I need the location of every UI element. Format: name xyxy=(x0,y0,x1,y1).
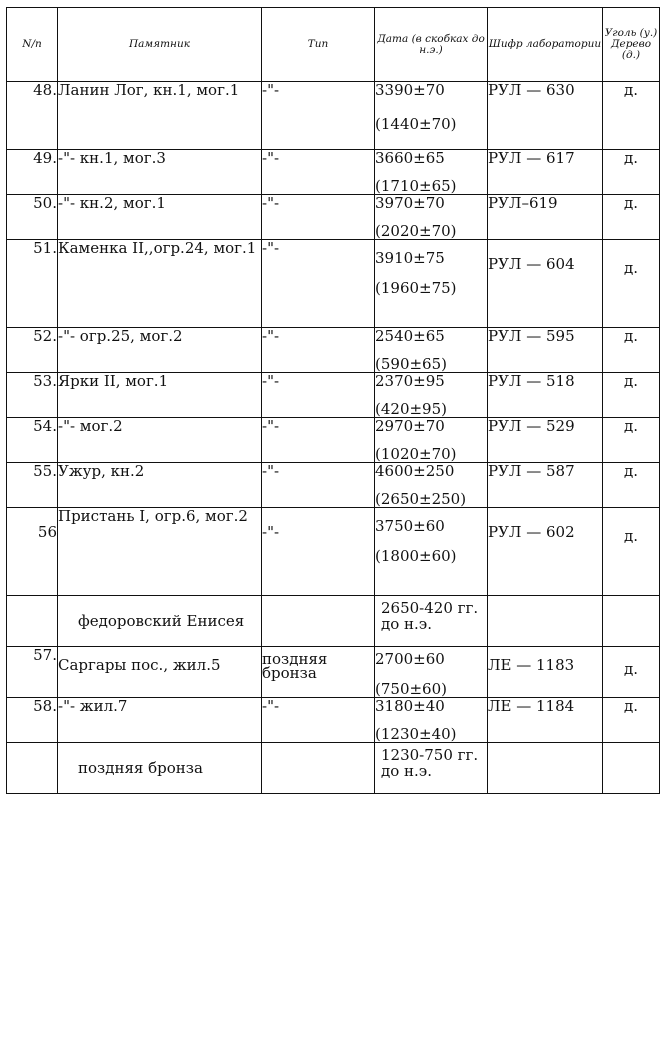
row-lab: РУЛ–619 xyxy=(488,195,603,240)
row-date xyxy=(375,418,488,463)
row-num: 57. xyxy=(7,647,58,698)
row-site: -"- жил.7 xyxy=(58,698,262,743)
row-num: 55. xyxy=(7,463,58,508)
row-num: 49. xyxy=(7,150,58,195)
row-lab: РУЛ — 602 xyxy=(488,508,603,596)
date-bp: 3750±60 xyxy=(375,517,445,535)
row-lab: РУЛ — 587 xyxy=(488,463,603,508)
row-date xyxy=(375,373,488,418)
table-row xyxy=(7,698,660,743)
date-bc: (420±95) xyxy=(375,400,447,418)
row-site: -"- кн.2, мог.1 xyxy=(58,195,262,240)
table-row xyxy=(7,195,660,240)
period-row xyxy=(7,596,660,647)
row-lab-empty xyxy=(488,743,603,794)
date-bp: 3180±40 xyxy=(375,697,445,715)
header-row xyxy=(7,8,660,82)
row-type: -"- xyxy=(262,82,375,150)
row-material-empty xyxy=(603,743,660,794)
header-lab: Шифр лаборатории xyxy=(488,8,603,82)
row-material: д. xyxy=(603,647,660,698)
date-bp: 2370±95 xyxy=(375,372,445,390)
row-date xyxy=(375,195,488,240)
row-type: -"- xyxy=(262,195,375,240)
date-bp: 2970±70 xyxy=(375,417,445,435)
date-bc: (590±65) xyxy=(375,355,447,373)
row-lab: РУЛ — 518 xyxy=(488,373,603,418)
radiocarbon-table xyxy=(6,7,660,794)
row-site: Ланин Лог, кн.1, мог.1 xyxy=(58,82,262,150)
row-site: Ужур, кн.2 xyxy=(58,463,262,508)
row-material: д. xyxy=(603,328,660,373)
date-bp: 3910±75 xyxy=(375,249,445,267)
row-lab: ЛЕ — 1184 xyxy=(488,698,603,743)
row-date xyxy=(375,698,488,743)
date-bc: (1960±75) xyxy=(375,279,457,297)
row-num-empty xyxy=(7,743,58,794)
row-material: д. xyxy=(603,698,660,743)
row-num: 54. xyxy=(7,418,58,463)
row-lab: РУЛ — 529 xyxy=(488,418,603,463)
table-row xyxy=(7,150,660,195)
row-num-empty xyxy=(7,596,58,647)
row-num: 48. xyxy=(7,82,58,150)
date-bc: (1230±40) xyxy=(375,725,457,743)
table-row xyxy=(7,463,660,508)
row-site: Пристань I, огр.6, мог.2 xyxy=(58,508,262,596)
header-type: Тип xyxy=(262,8,375,82)
date-bp: 4600±250 xyxy=(375,462,455,480)
date-bc: (750±60) xyxy=(375,680,447,698)
row-material: д. xyxy=(603,373,660,418)
row-site: Каменка II,,огр.24, мог.1 xyxy=(58,240,262,328)
header-date: Дата (в скобках до н.э.) xyxy=(375,8,488,82)
row-type: -"- xyxy=(262,418,375,463)
table-row xyxy=(7,647,660,698)
row-lab: ЛЕ — 1183 xyxy=(488,647,603,698)
row-material: д. xyxy=(603,195,660,240)
date-bp: 2540±65 xyxy=(375,327,445,345)
row-type-empty xyxy=(262,743,375,794)
table-row xyxy=(7,328,660,373)
row-material: д. xyxy=(603,508,660,596)
row-lab: РУЛ — 617 xyxy=(488,150,603,195)
table-row xyxy=(7,508,660,596)
header-num: N/n xyxy=(7,8,58,82)
period-range: 1230-750 гг. до н.э. xyxy=(375,743,488,794)
period-name: федоровский Енисея xyxy=(58,596,262,647)
row-site: Ярки II, мог.1 xyxy=(58,373,262,418)
period-name: поздняя бронза xyxy=(58,743,262,794)
table-row xyxy=(7,418,660,463)
row-site: -"- мог.2 xyxy=(58,418,262,463)
period-range: 2650-420 гг. до н.э. xyxy=(375,596,488,647)
row-num: 50. xyxy=(7,195,58,240)
row-type-empty xyxy=(262,596,375,647)
row-material: д. xyxy=(603,240,660,328)
row-type: -"- xyxy=(262,463,375,508)
date-bc: (2650±250) xyxy=(375,490,467,508)
row-date xyxy=(375,647,488,698)
row-date xyxy=(375,150,488,195)
date-bp: 3660±65 xyxy=(375,149,445,167)
table-row xyxy=(7,373,660,418)
header-material: Уголь (у.) Дерево (д.) xyxy=(603,8,660,82)
period-row xyxy=(7,743,660,794)
row-num: 52. xyxy=(7,328,58,373)
row-site: -"- огр.25, мог.2 xyxy=(58,328,262,373)
row-lab-empty xyxy=(488,596,603,647)
row-type: поздняя бронза xyxy=(262,647,375,698)
date-bc: (1710±65) xyxy=(375,177,457,195)
row-date xyxy=(375,463,488,508)
row-material: д. xyxy=(603,150,660,195)
date-bp: 3970±70 xyxy=(375,194,445,212)
row-num: 58. xyxy=(7,698,58,743)
row-lab: РУЛ — 595 xyxy=(488,328,603,373)
date-bc: (1800±60) xyxy=(375,547,457,565)
row-type: -"- xyxy=(262,240,375,328)
row-type: -"- xyxy=(262,328,375,373)
date-bc: (1020±70) xyxy=(375,445,457,463)
row-date xyxy=(375,328,488,373)
row-material: д. xyxy=(603,82,660,150)
row-num: 53. xyxy=(7,373,58,418)
table-row xyxy=(7,82,660,150)
header-site: Памятник xyxy=(58,8,262,82)
row-num: 51. xyxy=(7,240,58,328)
row-type: -"- xyxy=(262,150,375,195)
date-bp: 3390±70 xyxy=(375,81,445,99)
row-lab: РУЛ — 630 xyxy=(488,82,603,150)
row-material: д. xyxy=(603,463,660,508)
row-date xyxy=(375,240,488,328)
date-bc: (1440±70) xyxy=(375,115,457,133)
row-site: -"- кн.1, мог.3 xyxy=(58,150,262,195)
table-row xyxy=(7,240,660,328)
row-type: -"- xyxy=(262,698,375,743)
row-lab: РУЛ — 604 xyxy=(488,240,603,328)
row-type: -"- xyxy=(262,508,375,596)
row-type: -"- xyxy=(262,373,375,418)
row-date xyxy=(375,82,488,150)
date-bc: (2020±70) xyxy=(375,222,457,240)
row-material-empty xyxy=(603,596,660,647)
row-date xyxy=(375,508,488,596)
row-num: 56 xyxy=(7,508,58,596)
date-bp: 2700±60 xyxy=(375,650,445,668)
row-material: д. xyxy=(603,418,660,463)
row-site: Саргары пос., жил.5 xyxy=(58,647,262,698)
